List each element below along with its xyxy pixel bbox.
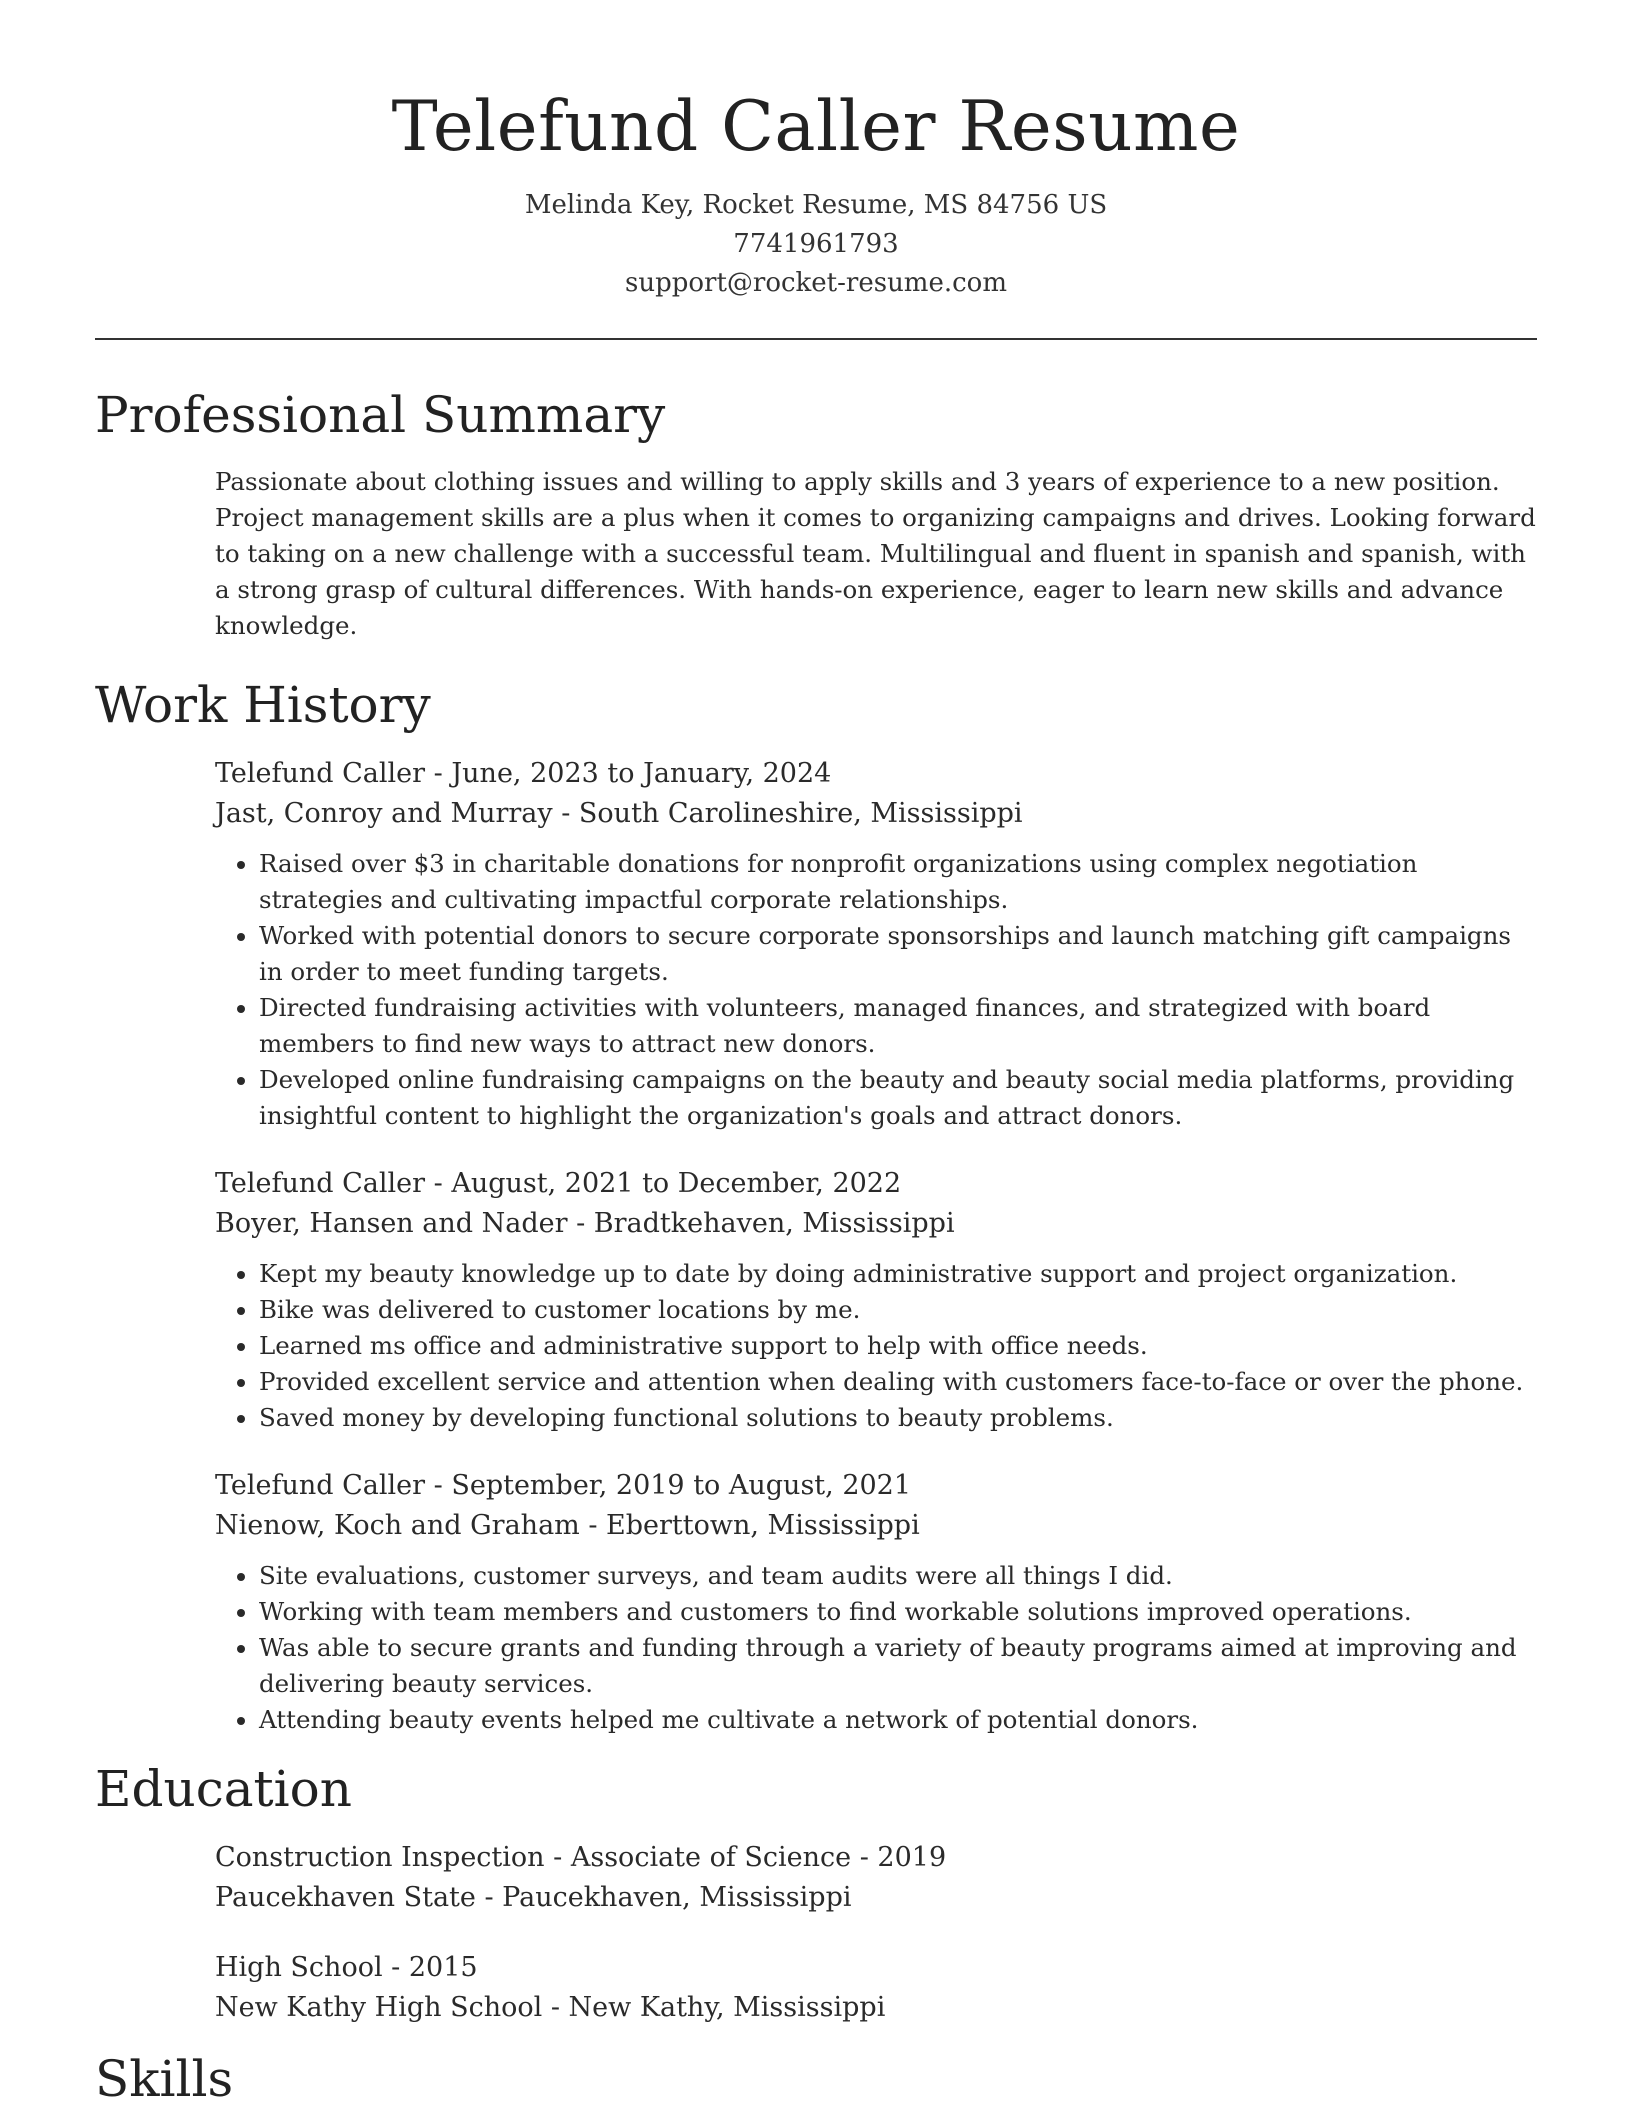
resume-header — [95, 0, 1537, 303]
education-school-line: Paucekhaven State - Paucekhaven, Mississippi — [215, 1882, 852, 1913]
work-history-section — [215, 754, 1537, 1738]
section-heading-education: Education — [95, 1760, 352, 1818]
job-bullet: • Raised over $3 in charitable donations for nonprofit organizations using complex negotiation strategies and cultivating impactful corporate relationships. — [259, 846, 1537, 918]
summary-text: Passionate about clothing issues and willing to apply skills and 3 years of experience to a new position. Project management skills are a plus when it comes to organizing campaigns and drives. Looking forward to taking on a new challenge with a successful team. Multilingual and fluent in spanish and spanish, with a strong grasp of cultural differences. With hands-on experience, eager to learn new skills and advance knowledge. — [215, 467, 1536, 640]
job-bullet: • Developed online fundraising campaigns on the beauty and beauty social media platforms, providing insightful content to highlight the organization's goals and attract donors. — [259, 1062, 1537, 1134]
job-entry — [215, 1466, 1537, 1738]
job-bullets — [215, 846, 1537, 1134]
education-school-line: New Kathy High School - New Kathy, Mississippi — [215, 1992, 886, 2023]
summary-section — [215, 464, 1537, 644]
job-bullet: • Bike was delivered to customer locations by me. — [259, 1292, 1537, 1328]
job-bullet: • Worked with potential donors to secure corporate sponsorships and launch matching gift campaigns in order to meet funding targets. — [259, 918, 1537, 990]
job-title-line: Telefund Caller - August, 2021 to December, 2022 — [215, 1168, 902, 1199]
job-bullet: • Working with team members and customers to find workable solutions improved operations. — [259, 1594, 1537, 1630]
job-bullet: • Saved money by developing functional solutions to beauty problems. — [259, 1400, 1537, 1436]
education-entry — [215, 1838, 1537, 1918]
job-bullet: • Directed fundraising activities with volunteers, managed finances, and strategized with board members to find new ways to attract new donors. — [259, 990, 1537, 1062]
job-entry — [215, 1164, 1537, 1436]
job-bullet: • Provided excellent service and attention when dealing with customers face-to-face or over the phone. — [259, 1364, 1537, 1400]
job-bullets — [215, 1256, 1537, 1436]
job-company-line: Nienow, Koch and Graham - Eberttown, Mississippi — [215, 1510, 920, 1541]
job-title-line: Telefund Caller - September, 2019 to August, 2021 — [215, 1470, 912, 1501]
job-bullets — [215, 1558, 1537, 1738]
job-bullet: • Site evaluations, customer surveys, and team audits were all things I did. — [259, 1558, 1537, 1594]
job-title-line: Telefund Caller - June, 2023 to January, 2024 — [215, 758, 832, 789]
job-bullet: • Kept my beauty knowledge up to date by doing administrative support and project organization. — [259, 1256, 1537, 1292]
education-degree-line: High School - 2015 — [215, 1952, 478, 1983]
education-section — [215, 1838, 1537, 2028]
job-bullet: • Was able to secure grants and funding through a variety of beauty programs aimed at improving and delivering beauty services. — [259, 1630, 1537, 1702]
job-bullet: • Attending beauty events helped me cultivate a network of potential donors. — [259, 1702, 1537, 1738]
resume-title: Telefund Caller Resume — [391, 87, 1241, 167]
section-heading-work-history: Work History — [95, 676, 431, 734]
job-entry — [215, 754, 1537, 1134]
contact-address: Melinda Key, Rocket Resume, MS 84756 US — [524, 190, 1108, 220]
section-heading-skills: Skills — [95, 2050, 234, 2108]
job-company-line: Jast, Conroy and Murray - South Carolineshire, Mississippi — [215, 798, 1023, 829]
job-company-line: Boyer, Hansen and Nader - Bradtkehaven, Mississippi — [215, 1208, 955, 1239]
education-degree-line: Construction Inspection - Associate of Science - 2019 — [215, 1842, 947, 1873]
job-bullet: • Learned ms office and administrative support to help with office needs. — [259, 1328, 1537, 1364]
contact-phone: 7741961793 — [733, 229, 899, 259]
section-heading-summary: Professional Summary — [95, 386, 666, 444]
contact-info — [95, 186, 1537, 303]
education-entry — [215, 1948, 1537, 2028]
header-divider — [95, 338, 1537, 340]
contact-email: support@rocket-resume.com — [624, 268, 1007, 298]
